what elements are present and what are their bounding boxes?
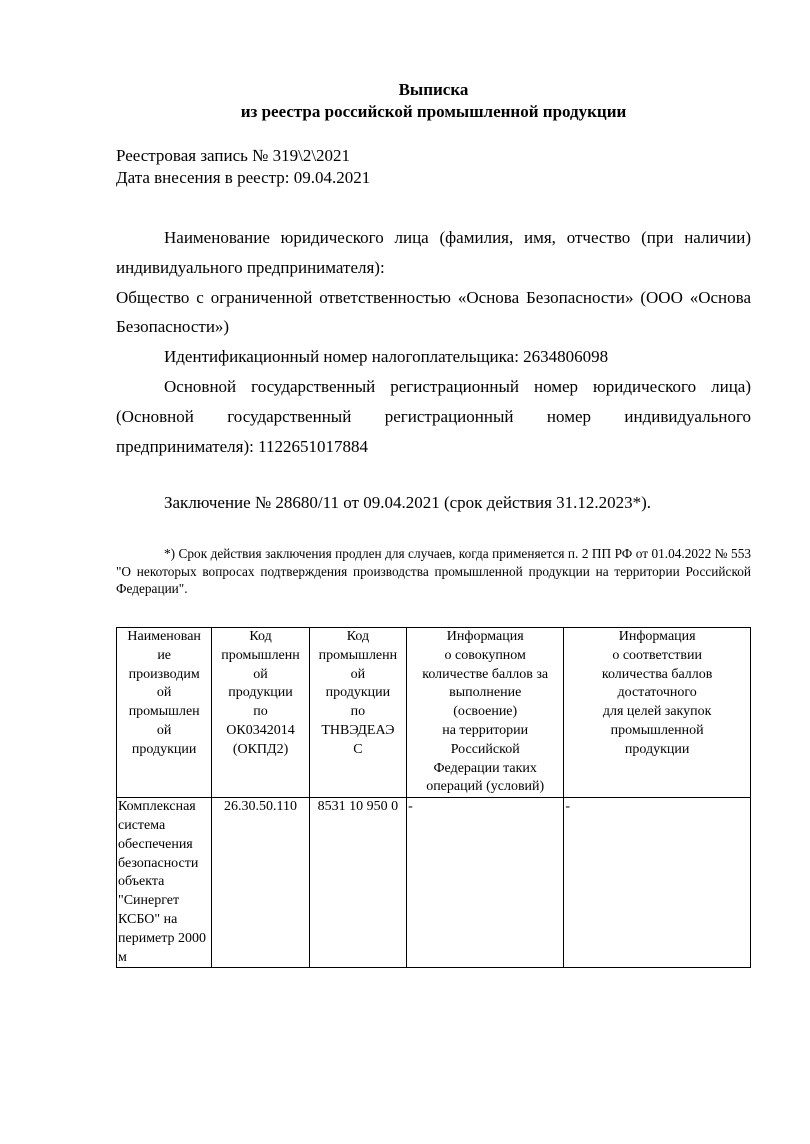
header-line: Федерации таких <box>433 760 537 776</box>
entity-info <box>116 223 751 461</box>
header-line: ой <box>350 666 366 682</box>
header-line: промышленн <box>221 647 300 663</box>
header-line: для целей закупок <box>602 704 712 720</box>
cell-tnved: 8531 10 950 0 <box>309 798 406 968</box>
entity-inn: Идентификационный номер налогоплательщика: 2634806098 <box>164 347 609 367</box>
header-line: достаточного <box>617 685 697 701</box>
registry-info <box>116 145 751 189</box>
entity-ogrn: Основной государственный регистрационный номер юридического лица) (Основной государственный регистрационный номер индивидуального предпринимателя): 1122651017884 <box>116 376 751 456</box>
header-line: Код <box>346 629 370 644</box>
cell-okpd2: 26.30.50.110 <box>212 798 309 968</box>
header-line: продукции <box>624 741 690 757</box>
header-line: выполнение <box>449 685 522 701</box>
header-line: о совокупном <box>444 647 526 663</box>
products-table <box>116 627 751 968</box>
registry-date: Дата внесения в реестр: 09.04.2021 <box>116 168 371 187</box>
header-line: ой <box>156 722 172 738</box>
header-tnved <box>309 628 406 798</box>
document-title <box>116 79 751 123</box>
header-sufficiency-info <box>564 628 751 798</box>
conclusion-line: Заключение № 28680/11 от 09.04.2021 (срок действия 31.12.2023*). <box>164 493 652 512</box>
header-line: Информация <box>446 629 524 644</box>
header-line: на территории <box>442 722 529 738</box>
cell-points: - <box>407 798 564 968</box>
footnote-text: *) Срок действия заключения продлен для случаев, когда применяется п. 2 ПП РФ от 01.04.2022 № 553 "О некоторых вопросах подтверждения производства промышленной продукции на территории Российской Федерации". <box>116 546 751 596</box>
header-line: ТНВЭДЕАЭ <box>321 722 395 738</box>
registry-record: Реестровая запись № 319\2\2021 <box>116 146 351 165</box>
header-line: Наименован <box>127 629 201 644</box>
header-line: ие <box>157 647 172 663</box>
header-line: промышленн <box>318 647 398 663</box>
header-line: (ОКПД2) <box>232 741 289 757</box>
header-line: ОК0342014 <box>226 722 295 738</box>
header-line: ой <box>253 666 268 682</box>
header-line: операций (условий) <box>426 779 545 795</box>
header-line: количества баллов <box>601 666 713 682</box>
header-line: Информация <box>618 629 696 644</box>
header-line: ой <box>156 685 172 701</box>
header-line: Российской <box>450 741 520 757</box>
table-header-row <box>117 628 751 798</box>
header-line: количестве баллов за <box>422 666 549 682</box>
header-product-name <box>117 628 212 798</box>
header-line: С <box>353 741 363 757</box>
entity-name-value: Общество с ограниченной ответственностью «Основа Безопасности» (ООО «Основа Безопасности») <box>116 287 751 337</box>
header-line: промышлен <box>128 704 200 720</box>
footnote <box>116 545 751 598</box>
header-line: по <box>253 704 268 720</box>
header-line: (освоение) <box>453 704 518 720</box>
header-line: продукции <box>131 741 197 757</box>
header-line: продукции <box>325 685 391 701</box>
header-line: производим <box>128 666 200 682</box>
title-line-2: из реестра российской промышленной продукции <box>240 102 627 121</box>
cell-product-name: Комплексная система обеспечения безопасности объекта "Синергет КСБО" на периметр 2000 м <box>117 798 212 968</box>
header-line: о соответствии <box>612 647 702 663</box>
cell-sufficiency: - <box>564 798 751 968</box>
header-line: Код <box>249 629 272 644</box>
header-points-info <box>407 628 564 798</box>
header-okpd2 <box>212 628 309 798</box>
title-line-1: Выписка <box>398 80 469 99</box>
header-line: продукции <box>228 685 293 701</box>
header-line: промышленной <box>610 722 704 738</box>
header-line: по <box>350 704 366 720</box>
table-row <box>117 798 751 968</box>
entity-name-label: Наименование юридического лица (фамилия, имя, отчество (при наличии) индивидуального предпринимателя): <box>116 228 751 277</box>
